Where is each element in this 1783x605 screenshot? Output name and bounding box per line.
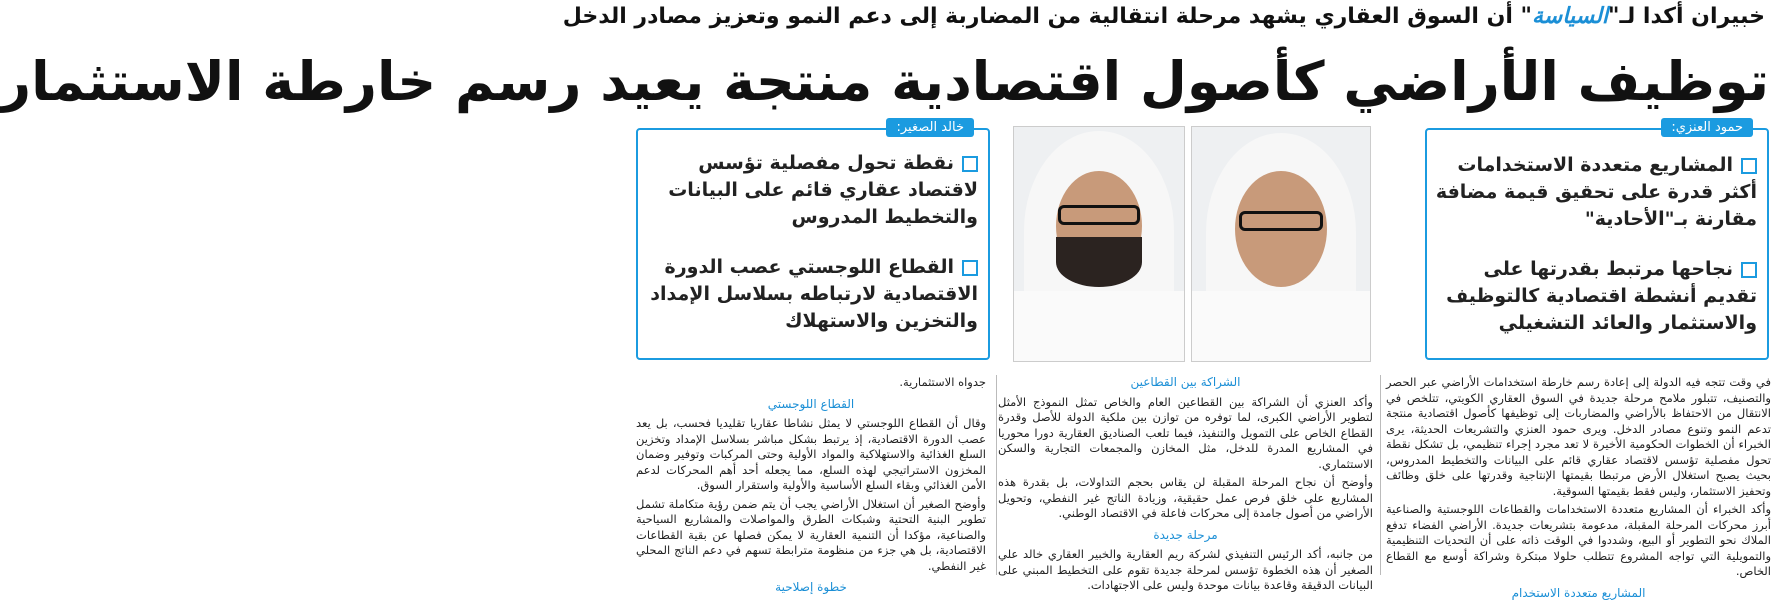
bullet-square-icon <box>1741 158 1757 174</box>
newspaper-brand: السياسة <box>1532 4 1609 29</box>
column-divider <box>1380 375 1381 575</box>
speaker-tag: حمود العنزي: <box>1661 118 1753 137</box>
paragraph: وأوضح الصغير أن استغلال الأراضي يجب أن يتم ضمن رؤية متكاملة تشمل تطوير البنية التحتية وشبكات الطرق والمواصلات والمشاريع السياحية والصناعية، مؤكدا أن التنمية العقارية لا يمكن فصلها عن بقية القطاعات الاقتصادية، بل هي جزء من منظومة مترابطة تسهم في دعم الناتج المحلي غير النفطي. <box>636 496 986 573</box>
photo-hamoud-alenezi <box>1191 126 1371 362</box>
quote-point <box>1435 256 1757 337</box>
quote-box-khaled <box>636 120 990 360</box>
paragraph: في وقت تتجه فيه الدولة إلى إعادة رسم خارطة استخدامات الأراضي عبر الحصر والتصنيف، تتبلور ملامح مرحلة جديدة في السوق العقاري الكويتي، تتلخص في الانتقال من الاحتفاظ بالأراضي والمضاربات إلى توظيفها كأصول اقتصادية منتجة تدعم النمو وتنوع مصادر الدخل. ويرى حمود العنزي والتشريعات الحديثة، يرى الخبراء أن الخطوات الحكومية الأخيرة لا تعد مجرد إجراء تنظيمي، بل تشكل نقطة تحول مفصلية تؤسس لاقتصاد عقاري قائم على البيانات والتخطيط المدروس، بحيث يصبح استغلال الأرض مرتبطا بقيمتها الإنتاجية وقدرتها على خلق وظائف وتحفيز الاستثمار، وليس فقط بقيمتها السوقية. <box>1386 375 1771 498</box>
article-column-3 <box>636 375 986 600</box>
section-subheading: المشاريع متعددة الاستخدام <box>1511 585 1646 600</box>
kicker-text-start: خبيران أكدا لـ" <box>1608 4 1765 29</box>
article-kicker <box>562 4 1765 29</box>
article-column-1 <box>1386 375 1771 605</box>
paragraph: وقال أن القطاع اللوجستي لا يمثل نشاطا عقاريا تقليديا فحسب، بل يعد عصب الدورة الاقتصادية، إذ يرتبط بشكل مباشر بسلاسل الإمداد وتخزين السلع الغذائية والاستهلاكية والمواد الأولية وحتى المركبات وتوفير وضمان المخزون الاستراتيجي لهذه السلع، مما يجعله أحد أهم المحركات لدعم الأمن الغذائي وبقاء السلع الأساسية والأولية واستقرار السوق. <box>636 416 986 492</box>
quote-point <box>646 150 978 231</box>
quote-text: المشاريع متعددة الاستخدامات أكثر قدرة على تحقيق قيمة مضافة مقارنة بـ"الأحادية" <box>1435 154 1757 230</box>
section-subheading: مرحلة جديدة <box>1153 527 1218 542</box>
quote-text: القطاع اللوجستي عصب الدورة الاقتصادية لارتباطه بسلاسل الإمداد والتخزين والاستهلاك <box>650 256 978 332</box>
quote-box-hamoud <box>1425 120 1769 360</box>
section-subheading: خطوة إصلاحية <box>775 580 847 594</box>
beard-shape <box>1056 237 1142 287</box>
bullet-square-icon <box>1741 262 1757 278</box>
kicker-text-end: " أن السوق العقاري يشهد مرحلة انتقالية من المضاربة إلى دعم النمو وتعزيز مصادر الدخل <box>562 4 1533 29</box>
quote-point <box>1435 152 1757 233</box>
quote-text: نقطة تحول مفصلية تؤسس لاقتصاد عقاري قائم على البيانات والتخطيط المدروس <box>668 152 978 228</box>
section-subheading: الشراكة بين القطاعين <box>1130 375 1241 389</box>
quote-point <box>646 254 978 335</box>
dishdasha-shape <box>1014 291 1184 361</box>
glasses-shape <box>1058 205 1140 225</box>
speaker-tag: خالد الصغير: <box>886 118 974 137</box>
bullet-square-icon <box>962 156 978 172</box>
article-column-2 <box>998 375 1373 597</box>
photo-khaled-alsaghir <box>1013 126 1185 362</box>
section-subheading: القطاع اللوجستي <box>767 396 855 411</box>
dishdasha-shape <box>1192 291 1370 361</box>
paragraph: وأوضح أن نجاح المرحلة المقبلة لن يقاس بحجم التداولات، بل بقدرة هذه المشاريع على خلق فرص عمل حقيقية، وزيادة الناتج غير النفطي، وتحويل الأراضي من أصول جامدة إلى محركات فاعلة في الاقتصاد الوطني. <box>998 475 1373 520</box>
quote-text: نجاحها مرتبط بقدرتها على تقديم أنشطة اقتصادية كالتوظيف والاستثمار والعائد التشغيلي <box>1446 258 1757 334</box>
paragraph: وأكد العنزي أن الشراكة بين القطاعين العام والخاص تمثل النموذج الأمثل لتطوير الأراضي الكبرى، لما توفره من توازن بين ملكية الدولة للأصل وقدرة القطاع الخاص على التمويل والتنفيذ، فيما تلعب الصناديق العقارية دورا محوريا في المشاريع المدرة للدخل، مثل المخازن والمجمعات التجارية والسكن الاستثماري. <box>998 394 1373 471</box>
column-divider <box>996 375 997 575</box>
article-headline: توظيف الأراضي كأصول اقتصادية منتجة يعيد رسم خارطة الاستثمار <box>0 50 1769 113</box>
bullet-square-icon <box>962 260 978 276</box>
glasses-shape <box>1239 211 1323 231</box>
paragraph: جدواه الاستثمارية. <box>899 375 986 389</box>
paragraph: من جانبه، أكد الرئيس التنفيذي لشركة ريم العقارية والخبير العقاري خالد علي الصغير أن هذه الخطوة تؤسس لمرحلة جديدة تقوم على التخطيط المبني على البيانات الدقيقة وقاعدة بيانات موحدة وليس على الاجتهادات. <box>998 547 1373 592</box>
paragraph: وأكد الخبراء أن المشاريع متعددة الاستخدامات والقطاعات اللوجستية والصناعية أبرز محركات المرحلة المقبلة، مدعومة بتشريعات جديدة. الأراضي الفضاء تدفع الملاك نحو التطوير أو البيع، وشددوا في الوقت ذاته على أن التحديات التنظيمية والتمويلية التي تواجه المشروع تتطلب حلولا مبتكرة وشراكة أوسع مع القطاع الخاص. <box>1386 502 1771 578</box>
